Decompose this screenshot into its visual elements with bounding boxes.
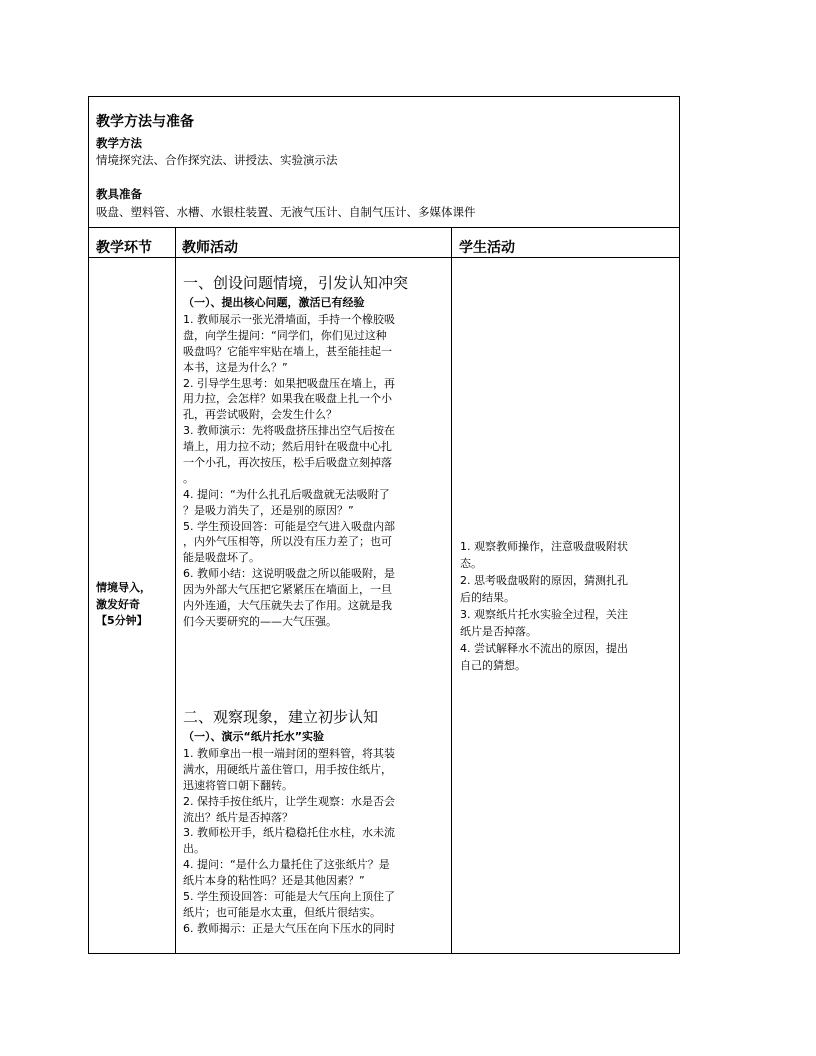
text-line: 盘，向学生提问：“同学们，你们见过这种 [183, 328, 387, 342]
tools-label: 教具准备 [96, 187, 142, 201]
text-line: 4. 提问：“是什么力量托住了这张纸片？是 [183, 858, 390, 872]
text-line: ，内外气压相等，所以没有压力差了；也可 [183, 535, 392, 549]
column-header-teacher: 教师活动 [182, 240, 238, 256]
text-line: 2. 引导学生思考：如果把吸盘压在墙上，再 [183, 376, 395, 390]
text-line: 后的结果。 [460, 591, 515, 604]
text-line: 1. 观察教师操作，注意吸盘吸附状 [460, 540, 628, 553]
section-title: 教学方法与准备 [96, 114, 194, 130]
table-border-left [88, 96, 89, 954]
column-divider-2 [451, 227, 452, 954]
text-line: 3. 观察纸片托水实验全过程，关注 [460, 608, 628, 621]
text-line: 能是吸盘坏了。 [183, 551, 260, 565]
tools-text: 吸盘、塑料管、水槽、水银柱装置、无液气压计、自制气压计、多媒体课件 [96, 205, 476, 219]
text-line: 出。 [183, 842, 205, 856]
text-line: 用力拉，会怎样？如果我在吸盘上扎一个小 [183, 392, 392, 406]
teacher-section-2-body [183, 746, 395, 937]
table-border-right [679, 96, 680, 954]
text-line: 5. 学生预设回答：可能是空气进入吸盘内部 [183, 519, 395, 533]
methods-label: 教学方法 [96, 136, 142, 150]
text-line: 。 [183, 471, 194, 485]
text-line: 自己的猜想。 [460, 659, 526, 672]
stage-line: 情境导入， [96, 581, 151, 594]
text-line: 们今天要研究的——大气压强。 [183, 614, 337, 628]
text-line: 6. 教师揭示：正是大气压在向下压水的同时 [183, 921, 395, 935]
text-line: 满水，用硬纸片盖住管口，用手按住纸片， [183, 762, 392, 776]
text-line: 因为外部大气压把它紧紧压在墙面上，一旦 [183, 583, 392, 597]
column-header-stage: 教学环节 [96, 240, 152, 256]
text-line: 1. 教师拿出一根一端封闭的塑料管，将其装 [183, 747, 395, 760]
table-border-top [88, 96, 680, 97]
text-line: 流出？纸片是否掉落？ [183, 810, 293, 824]
teacher-section-1-heading: 一、创设问题情境，引发认知冲突 [183, 274, 409, 292]
text-line: 一个小孔，再次按压，松手后吸盘立刻掉落 [183, 456, 392, 470]
teacher-section-2-subheading: （一）、演示“纸片托水”实验 [183, 730, 324, 743]
text-line: 纸片是否掉落。 [460, 625, 537, 638]
text-line: 6. 教师小结：这说明吸盘之所以能吸附，是 [183, 567, 395, 581]
table-border-bottom [88, 953, 680, 954]
stage-cell [96, 580, 151, 630]
row-divider-columns [88, 257, 680, 258]
text-line: 3. 教师松开手，纸片稳稳托住水柱，水未流 [183, 826, 395, 840]
lesson-plan-table [88, 96, 680, 954]
column-divider-1 [175, 227, 176, 954]
text-line: 态。 [460, 557, 482, 570]
stage-line: 激发好奇 [96, 597, 140, 611]
methods-text: 情境探究法、合作探究法、讲授法、实验演示法 [96, 153, 338, 167]
text-line: 4. 尝试解释水不流出的原因，提出 [460, 642, 628, 655]
teacher-section-1-subheading: （一）、提出核心问题，激活已有经验 [183, 296, 365, 309]
text-line: 3. 教师演示：先将吸盘挤压排出空气后按在 [183, 424, 395, 438]
text-line: 内外连通，大气压就失去了作用。这就是我 [183, 599, 392, 613]
text-line: 2. 保持手按住纸片，让学生观察：水是否会 [183, 794, 395, 808]
text-line: 2. 思考吸盘吸附的原因，猜测扎孔 [460, 574, 628, 587]
text-line: ？是吸力消失了，还是别的原因？” [183, 503, 354, 517]
teacher-section-2-heading: 二、观察现象，建立初步认知 [183, 708, 379, 726]
text-line: 纸片本身的粘性吗？还是其他因素？” [183, 874, 365, 888]
text-line: 4. 提问：“为什么扎孔后吸盘就无法吸附了 [183, 487, 390, 501]
stage-line: 【5分钟】 [96, 614, 148, 627]
text-line: 本书，这是为什么？” [183, 360, 288, 374]
text-line: 孔，再尝试吸附，会发生什么？ [183, 408, 337, 422]
student-activity-body [460, 538, 628, 674]
text-line: 1. 教师展示一张光滑墙面，手持一个橡胶吸 [183, 313, 395, 326]
text-line: 5. 学生预设回答：可能是大气压向上顶住了 [183, 890, 395, 904]
text-line: 纸片；也可能是水太重，但纸片很结实。 [183, 905, 381, 919]
teacher-section-1-body [183, 312, 395, 630]
column-header-student: 学生活动 [459, 240, 515, 256]
row-divider-header [88, 227, 680, 228]
text-line: 墙上，用力拉不动；然后用针在吸盘中心扎 [183, 440, 392, 454]
text-line: 吸盘吗？它能牢牢贴在墙上，甚至能挂起一 [183, 344, 392, 358]
text-line: 迅速将管口朝下翻转。 [183, 778, 293, 792]
